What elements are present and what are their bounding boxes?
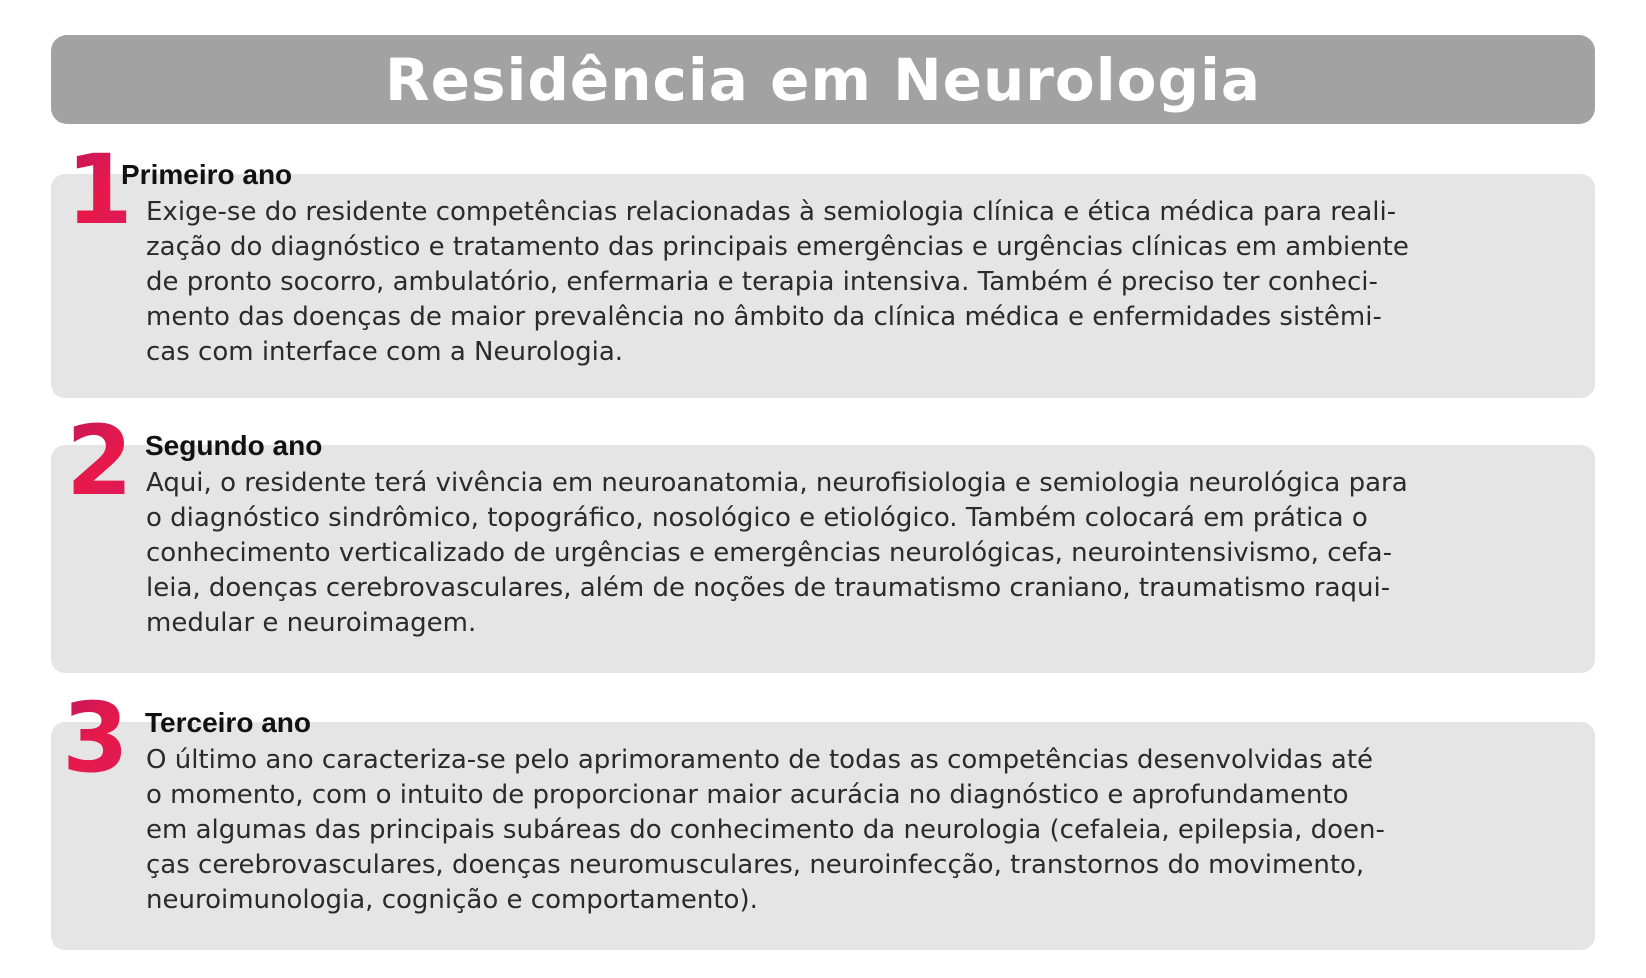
body-line: cas com interface com a Neurologia. xyxy=(146,337,624,367)
section-heading-2: Segundo ano xyxy=(145,430,323,461)
body-line: conhecimento verticalizado de urgências e emergências neurológicas, neurointensivismo, cefa- xyxy=(146,538,1392,568)
body-line: o momento, com o intuito de proporcionar maior acurácia no diagnóstico e aprofundamento xyxy=(146,780,1349,810)
body-line: O último ano caracteriza-se pelo aprimoramento de todas as competências desenvolvidas até xyxy=(146,745,1374,775)
body-line: em algumas das principais subáreas do conhecimento da neurologia (cefaleia, epilepsia, doen- xyxy=(146,815,1385,845)
body-line: o diagnóstico sindrômico, topográfico, nosológico e etiológico. Também colocará em prática o xyxy=(146,503,1368,533)
section-number-2: 2 xyxy=(66,405,133,517)
body-line: Exige-se do residente competências relacionadas à semiologia clínica e ética médica para reali- xyxy=(146,197,1397,227)
section-number-1: 1 xyxy=(66,134,133,246)
section-heading-3: Terceiro ano xyxy=(145,707,311,738)
body-line: Aqui, o residente terá vivência em neuroanatomia, neurofisiologia e semiologia neurológica para xyxy=(146,468,1408,498)
page-title: Residência em Neurologia xyxy=(385,45,1261,114)
body-line: leia, doenças cerebrovasculares, além de noções de traumatismo craniano, traumatismo raqui- xyxy=(146,573,1391,603)
body-line: neuroimunologia, cognição e comportamento). xyxy=(146,885,758,915)
body-line: ças cerebrovasculares, doenças neuromusculares, neuroinfecção, transtornos do movimento, xyxy=(146,850,1365,880)
section-heading-1: Primeiro ano xyxy=(121,159,293,190)
body-line: zação do diagnóstico e tratamento das principais emergências e urgências clínicas em ambiente xyxy=(146,232,1409,262)
title-banner xyxy=(51,35,1595,124)
section-body-1 xyxy=(146,195,1546,370)
body-line: de pronto socorro, ambulatório, enfermaria e terapia intensiva. Também é preciso ter conheci- xyxy=(146,267,1378,297)
section-body-2 xyxy=(146,466,1546,641)
section-body-3 xyxy=(146,743,1546,918)
section-number-3: 3 xyxy=(62,682,129,794)
body-line: medular e neuroimagem. xyxy=(146,608,477,638)
body-line: mento das doenças de maior prevalência no âmbito da clínica médica e enfermidades sistêmi- xyxy=(146,302,1382,332)
